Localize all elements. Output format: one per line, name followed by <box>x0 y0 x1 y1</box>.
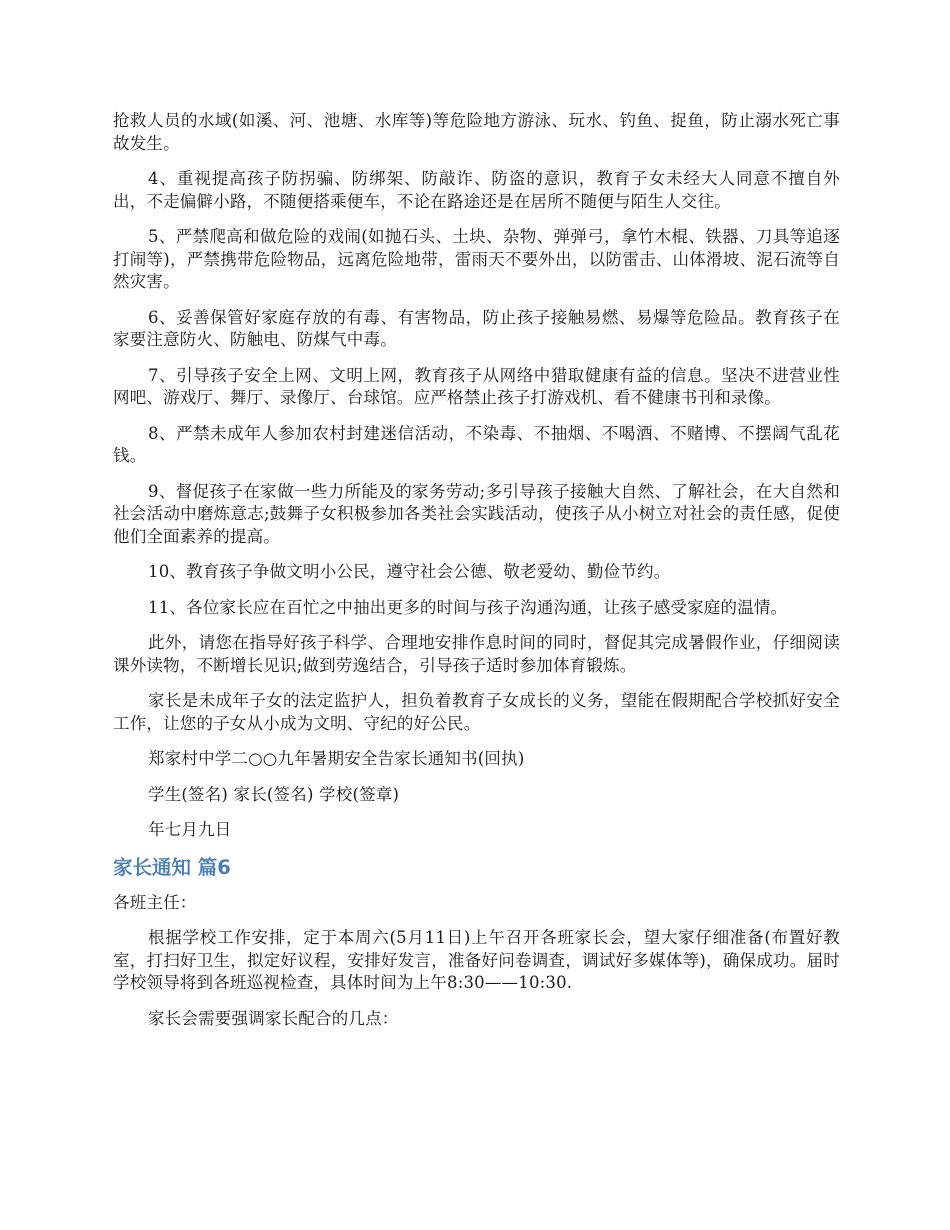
paragraph: 各班主任： <box>113 892 197 912</box>
paragraph: 4、重视提高孩子防拐骗、防绑架、防敲诈、防盗的意识，教育子女未经大人同意不擅自外出，不走偏僻小路，不随便搭乘便车，不论在路途还是在居所不随便与陌生人交往。 <box>113 169 840 211</box>
paragraph: 年七月九日 <box>148 820 232 839</box>
paragraph: 学生(签名) 家长(签名) 学校(签章) <box>148 784 400 804</box>
paragraph: 根据学校工作安排，定于本周六(5月11日)上午召开各班家长会，望大家仔细准备(布置好教室，打扫好卫生，拟定好议程，安排好发言，准备好问卷调查，调试好多媒体等)，确保成功。届时学校领导将到各班巡视检查，具体时间为上午8:30——10:30. <box>113 928 840 992</box>
paragraph: 6、妥善保管好家庭存放的有毒、有害物品，防止孩子接触易燃、易爆等危险品。教育孩子在家要注意防火、防触电、防煤气中毒。 <box>113 307 840 349</box>
paragraph: 此外，请您在指导好孩子科学、合理地安排作息时间的同时，督促其完成暑假作业，仔细阅读课外读物，不断增长见识;做到劳逸结合，引导孩子适时参加体育锻炼。 <box>113 633 840 675</box>
paragraph: 5、严禁爬高和做危险的戏闹(如抛石头、土块、杂物、弹弹弓，拿竹木棍、铁器、刀具等追逐打闹等)，严禁携带危险物品，远离危险地带，雷雨天不要外出，以防雷击、山体滑坡、泥石流等自然灾害。 <box>113 227 840 291</box>
paragraph: 10、教育孩子争做文明小公民，遵守社会公德、敬老爱幼、勤俭节约。 <box>148 562 671 581</box>
body-text-top <box>113 110 840 842</box>
paragraph: 家长是未成年子女的法定监护人，担负着教育子女成长的义务，望能在假期配合学校抓好安全工作，让您的子女从小成为文明、守纪的好公民。 <box>113 691 840 733</box>
paragraph: 9、督促孩子在家做一些力所能及的家务劳动;多引导孩子接触大自然、了解社会，在大自然和社会活动中磨炼意志;鼓舞子女积极参加各类社会实践活动，使孩子从小树立对社会的责任感，促使他们全面素养的提高。 <box>113 481 840 546</box>
paragraph: 7、引导孩子安全上网、文明上网，教育孩子从网络中猎取健康有益的信息。坚决不进营业性网吧、游戏厅、舞厅、录像厅、台球馆。应严格禁止孩子打游戏机、看不健康书刊和录像。 <box>113 365 840 407</box>
paragraph: 11、各位家长应在百忙之中抽出更多的时间与孩子沟通沟通，让孩子感受家庭的温情。 <box>148 597 788 617</box>
paragraph: 家长会需要强调家长配合的几点： <box>148 1008 399 1028</box>
paragraph: 抢救人员的水域(如溪、河、池塘、水库等)等危险地方游泳、玩水、钓鱼、捉鱼，防止溺水死亡事故发生。 <box>113 111 840 153</box>
body-text-bottom <box>113 892 840 1031</box>
paragraph: 8、严禁未成年人参加农村封建迷信活动，不染毒、不抽烟、不喝酒、不赌博、不摆阔气乱花钱。 <box>113 423 840 465</box>
document-page <box>113 110 840 1043</box>
paragraph: 郑家村中学二○○九年暑期安全告家长通知书(回执) <box>148 749 525 768</box>
section-heading: 家长通知 篇6 <box>113 855 231 879</box>
